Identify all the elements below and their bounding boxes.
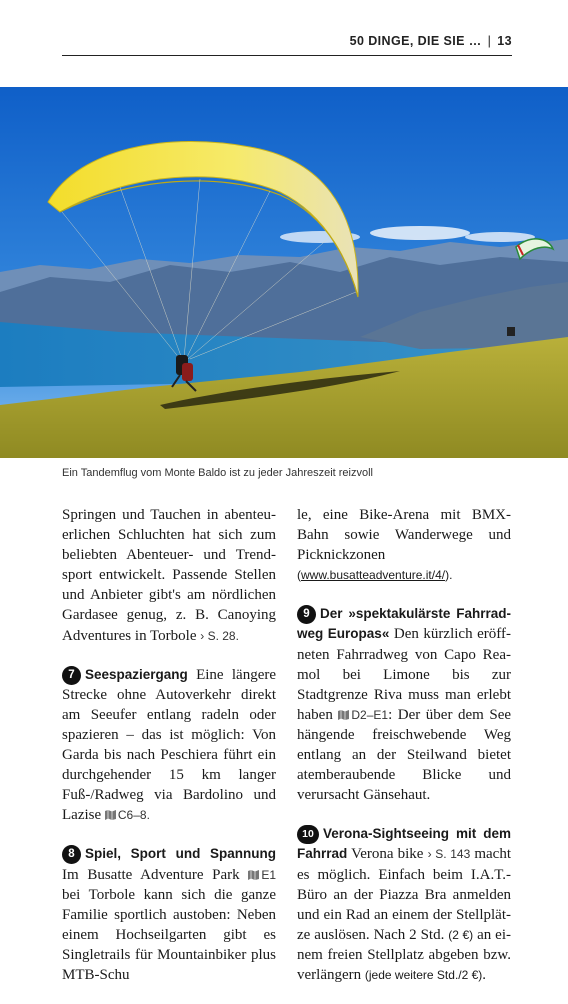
page-reference: › S. 28. bbox=[200, 628, 239, 643]
header-separator: | bbox=[487, 34, 492, 48]
item-number-badge: 7 bbox=[62, 666, 81, 685]
map-reference: D2–E1 bbox=[338, 708, 388, 722]
item-8: 8 Spiel, Sport und Spannung Im Busatte Adventure Park E1 bei Torbole kann sich die ganze Familie sportlich austoben: Neben einem Hochseilgarten gibt es Singletrails für Mountainbiker plus MTB-Schu bbox=[62, 846, 276, 983]
right-column bbox=[297, 505, 511, 1004]
item-heading: Spiel, Sport und Spannung bbox=[85, 846, 276, 862]
page-number: 13 bbox=[497, 34, 512, 48]
map-icon bbox=[105, 810, 116, 820]
page-reference: › S. 143 bbox=[427, 847, 471, 862]
paragliding-photo bbox=[0, 87, 568, 458]
photo-caption: Ein Tandemflug vom Monte Baldo ist zu jeder Jahreszeit reizvoll bbox=[62, 467, 374, 479]
item-number-badge: 9 bbox=[297, 605, 316, 624]
item-number-badge: 10 bbox=[297, 825, 319, 844]
item-text: Eine längere Strecke ohne Autoverkehr direkt am Seeufer entlang radeln oder spazieren – das ist möglich: Von Garda bis nach Peschiera führt ein durchgehender 15 km langer Fuß-/Radweg via Bardolino und Lazise bbox=[62, 666, 277, 824]
website-link[interactable]: www.busatteadventure.it/4/ bbox=[301, 568, 446, 583]
left-column bbox=[62, 505, 276, 1004]
price-note: (jede weitere Std./2 €) bbox=[364, 967, 483, 982]
map-icon bbox=[338, 710, 349, 720]
map-reference: E1 bbox=[248, 868, 276, 882]
running-header bbox=[62, 34, 512, 56]
item-number-badge: 8 bbox=[62, 845, 81, 864]
item-8-continued: le, eine Bike-Arena mit BMX-Bahn sowie Wanderwege und Picknickzonen (www.busatteadventure.it/4/). bbox=[297, 507, 511, 583]
item-heading: Verona-Sightseeing mit dem Fahrrad bbox=[297, 826, 511, 862]
map-reference: C6–8. bbox=[105, 808, 150, 822]
item-10: 10 Verona-Sightseeing mit dem Fahrrad Verona bike › S. 143 macht es möglich. Einfach beim I.A.T.-Büro an der Piazza Bra anmelden und ein Rad an einem der Stellplätze auslösen. Nach 2 Std. (2 €) an einem freien Stellplatz abgeben bzw. verlängern (jede weitere Std./2 €). bbox=[297, 826, 512, 983]
item-heading: Seespaziergang bbox=[85, 666, 188, 682]
price-note: (2 €) bbox=[448, 927, 474, 942]
running-title: 50 DINGE, DIE SIE … bbox=[349, 34, 482, 48]
item-9: 9 Der »spektakulärste Fahrradweg Europas« Den kürzlich eröffneten Fahrradweg von Capo Reamol bei Limone bis zur Stadtgrenze Riva muss man erlebt haben D2–E1: Der über dem See hängende freischwebende Weg entlang an der Steilwand bietet atemberaubende Blicke und verursacht Gänsehaut. bbox=[297, 606, 512, 804]
item-7 bbox=[62, 665, 276, 826]
paragliding-illustration bbox=[0, 87, 568, 458]
item-heading: Der »spektakulärste Fahrradweg Europas« bbox=[297, 606, 511, 642]
map-icon bbox=[248, 870, 259, 880]
intro-paragraph: Springen und Tauchen in abenteuerlichen Schluchten hat sich zum beliebten Abenteuer- und Trendsport entwickelt. Passende Stellen und Anbieter gibt's am nördlichen Gardasee genug, z. B. Canoying Adventures in Torbole › S. 28. bbox=[62, 507, 276, 644]
